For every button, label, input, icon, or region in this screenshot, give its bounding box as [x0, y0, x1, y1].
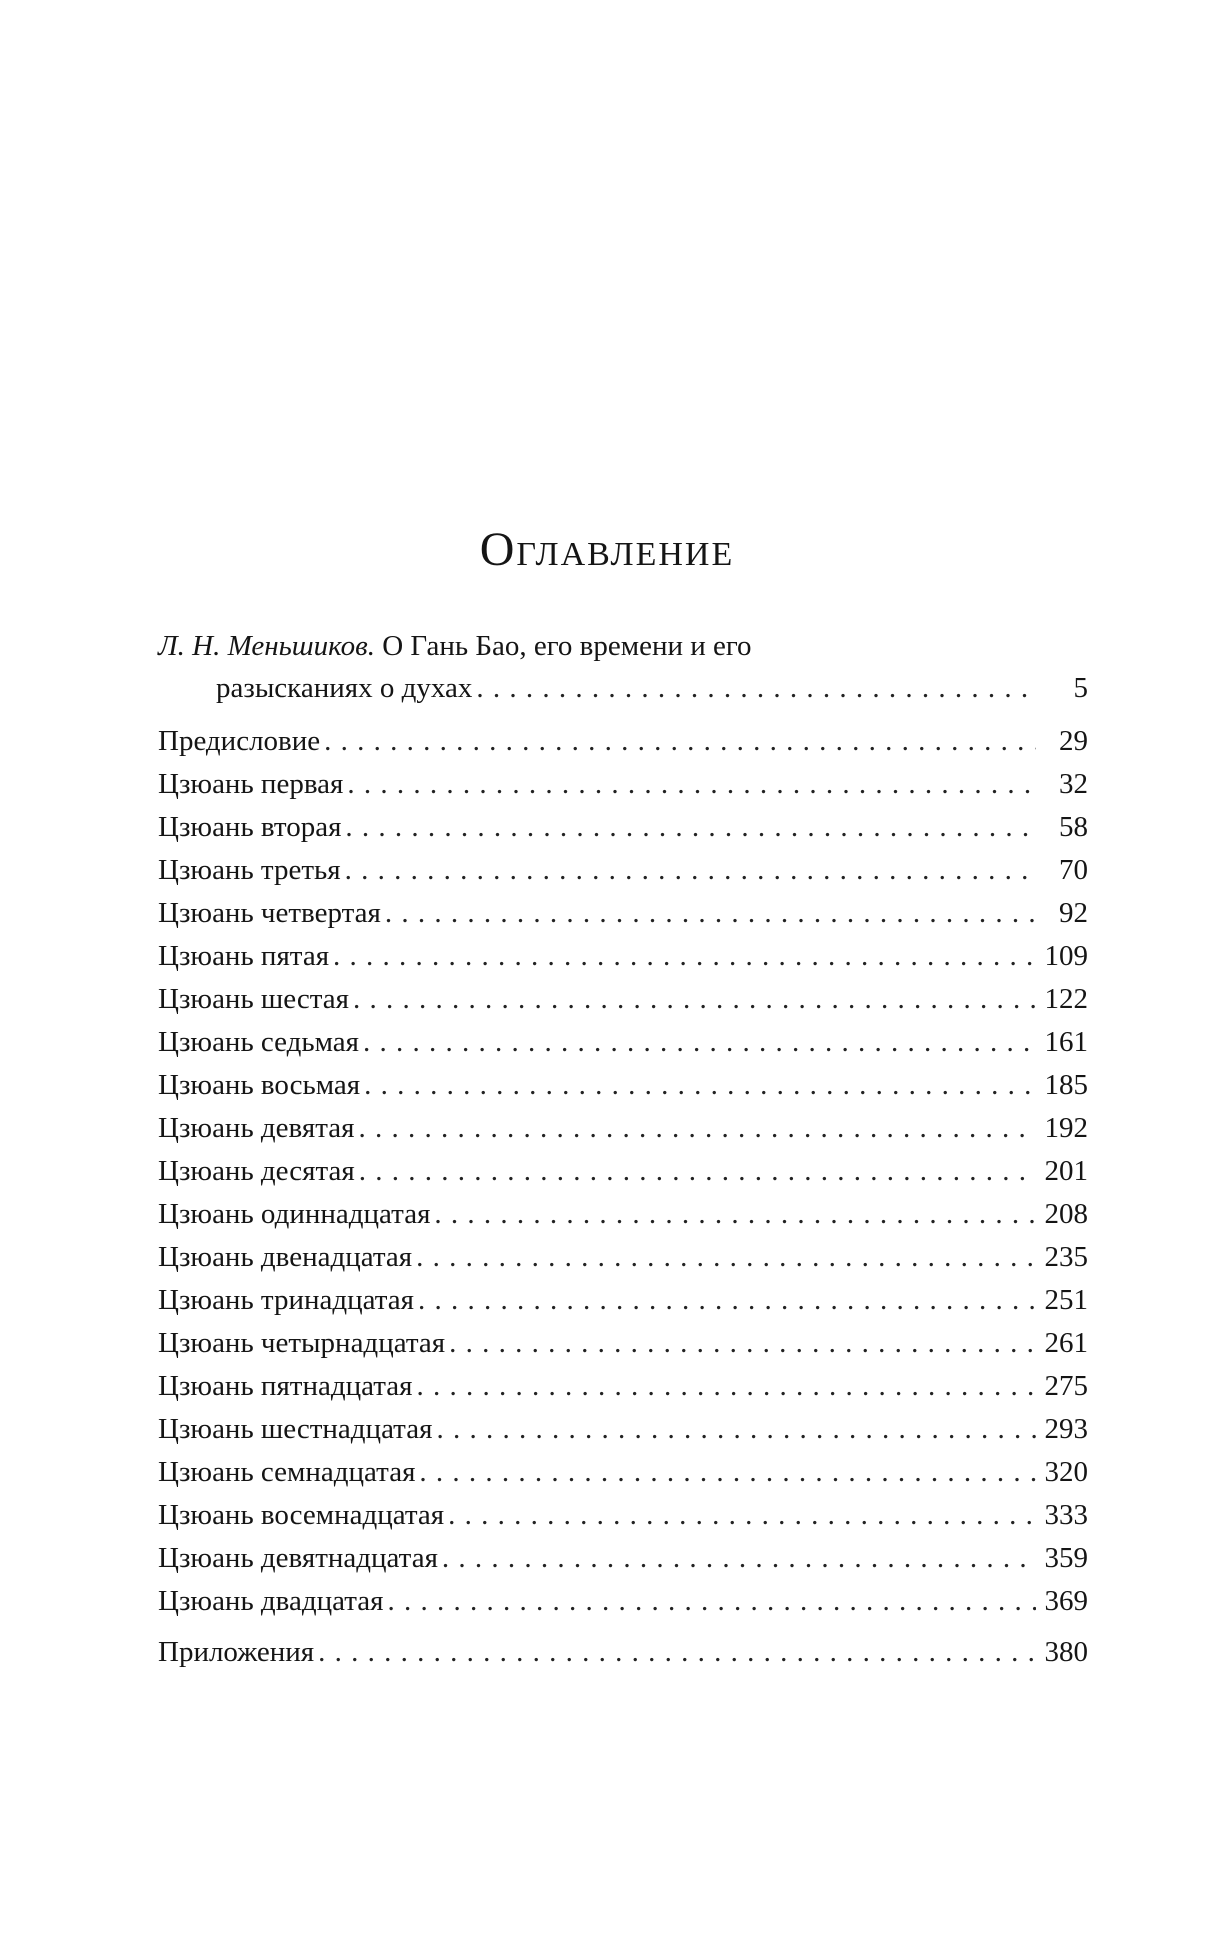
- toc-page-number: 185: [1044, 1069, 1088, 1101]
- toc-entry-label: Цзюань четвертая: [158, 897, 381, 929]
- dot-leader: [363, 1021, 1036, 1064]
- dot-leader: [417, 1365, 1037, 1408]
- dot-leader: [353, 978, 1036, 1021]
- toc-entry: [158, 1494, 1088, 1537]
- toc-entry-appendix: [158, 1631, 1088, 1674]
- dot-leader: [449, 1322, 1036, 1365]
- toc-entry-label: Цзюань вторая: [158, 811, 342, 843]
- toc-author: Л. Н. Меньшиков.: [158, 630, 375, 662]
- toc-page-number: 109: [1044, 940, 1088, 972]
- toc-page-number: 29: [1059, 725, 1088, 757]
- toc-entry: [158, 1021, 1088, 1064]
- toc-entry-label: Цзюань семнадцатая: [158, 1456, 416, 1488]
- toc-entry-label: Цзюань первая: [158, 768, 344, 800]
- toc-entry: [158, 1580, 1088, 1623]
- toc-entry-label: Цзюань восьмая: [158, 1069, 361, 1101]
- toc-entry-list: [158, 720, 1088, 1623]
- toc-entry-label: Цзюань тринадцатая: [158, 1284, 415, 1316]
- toc-entry: [158, 1408, 1088, 1451]
- toc-entry: [158, 1322, 1088, 1365]
- table-of-contents: [158, 625, 1088, 1674]
- toc-entry-label: Цзюань третья: [158, 854, 341, 886]
- dot-leader: [442, 1537, 1036, 1580]
- toc-page-number: 251: [1044, 1284, 1088, 1316]
- dot-leader: [434, 1193, 1036, 1236]
- toc-entry-label: Цзюань двенадцатая: [158, 1241, 413, 1273]
- toc-entry: [158, 1365, 1088, 1408]
- toc-entry: [158, 1193, 1088, 1236]
- toc-page-number: 192: [1044, 1112, 1088, 1144]
- toc-entry-foreword-line2: [158, 667, 1088, 710]
- dot-leader: [418, 1279, 1036, 1322]
- toc-page-number: 201: [1044, 1155, 1088, 1187]
- toc-entry-label: Цзюань седьмая: [158, 1026, 359, 1058]
- toc-entry: [158, 1537, 1088, 1580]
- toc-entry-label: Цзюань восемнадцатая: [158, 1499, 445, 1531]
- toc-entry: [158, 763, 1088, 806]
- toc-entry: [158, 935, 1088, 978]
- dot-leader: [476, 667, 1036, 710]
- toc-entry-label: разысканиях о духах: [216, 672, 473, 704]
- dot-leader: [388, 1580, 1036, 1623]
- toc-entry: [158, 1451, 1088, 1494]
- toc-page-number: 380: [1044, 1636, 1088, 1668]
- toc-entry-foreword-line1: [158, 625, 1088, 667]
- toc-page-number: 32: [1059, 768, 1088, 800]
- dot-leader: [385, 892, 1036, 935]
- toc-page-number: 122: [1044, 983, 1088, 1015]
- toc-page-number: 5: [1073, 672, 1088, 704]
- toc-entry: [158, 1064, 1088, 1107]
- toc-entry-label: Цзюань девятая: [158, 1112, 355, 1144]
- dot-leader: [345, 806, 1036, 849]
- toc-page-number: 275: [1044, 1370, 1088, 1402]
- toc-entry-label: Цзюань одиннадцатая: [158, 1198, 431, 1230]
- toc-page-number: 293: [1044, 1413, 1088, 1445]
- toc-page-number: 261: [1044, 1327, 1088, 1359]
- toc-entry-foreword-title: О Гань Бао, его времени и его: [382, 630, 752, 662]
- toc-page-number: 235: [1044, 1241, 1088, 1273]
- toc-page-number: 70: [1059, 854, 1088, 886]
- toc-page-number: 359: [1044, 1542, 1088, 1574]
- dot-leader: [345, 849, 1036, 892]
- toc-entry: [158, 892, 1088, 935]
- toc-entry: [158, 1107, 1088, 1150]
- dot-leader: [324, 720, 1036, 763]
- toc-entry-label: Цзюань десятая: [158, 1155, 355, 1187]
- toc-entry-label: Цзюань шестнадцатая: [158, 1413, 433, 1445]
- toc-entry: [158, 849, 1088, 892]
- dot-leader: [436, 1408, 1036, 1451]
- toc-entry-label: Цзюань девятнадцатая: [158, 1542, 438, 1574]
- toc-entry-label: Цзюань пятнадцатая: [158, 1370, 413, 1402]
- toc-entry: [158, 1150, 1088, 1193]
- toc-page-number: 161: [1044, 1026, 1088, 1058]
- dot-leader: [347, 763, 1036, 806]
- dot-leader: [448, 1494, 1036, 1537]
- toc-entry-label: Цзюань двадцатая: [158, 1585, 384, 1617]
- toc-entry-label: Цзюань четырнадцатая: [158, 1327, 446, 1359]
- toc-entry: [158, 978, 1088, 1021]
- toc-page-number: 92: [1059, 897, 1088, 929]
- page-title: Оглавление: [479, 523, 735, 576]
- dot-leader: [419, 1451, 1036, 1494]
- toc-entry-label: Цзюань шестая: [158, 983, 349, 1015]
- toc-entry-label: Приложения: [158, 1636, 315, 1668]
- dot-leader: [364, 1064, 1036, 1107]
- toc-page-number: 333: [1044, 1499, 1088, 1531]
- toc-page-number: 369: [1044, 1585, 1088, 1617]
- toc-page-number: 208: [1044, 1198, 1088, 1230]
- dot-leader: [318, 1631, 1036, 1674]
- dot-leader: [416, 1236, 1036, 1279]
- toc-page-number: 58: [1059, 811, 1088, 843]
- toc-entry: [158, 1279, 1088, 1322]
- dot-leader: [333, 935, 1036, 978]
- toc-entry: [158, 720, 1088, 763]
- toc-entry: [158, 1236, 1088, 1279]
- dot-leader: [359, 1150, 1036, 1193]
- toc-entry-label: Предисловие: [158, 725, 321, 757]
- toc-entry: [158, 806, 1088, 849]
- toc-page-number: 320: [1044, 1456, 1088, 1488]
- toc-entry-label: Цзюань пятая: [158, 940, 330, 972]
- dot-leader: [358, 1107, 1036, 1150]
